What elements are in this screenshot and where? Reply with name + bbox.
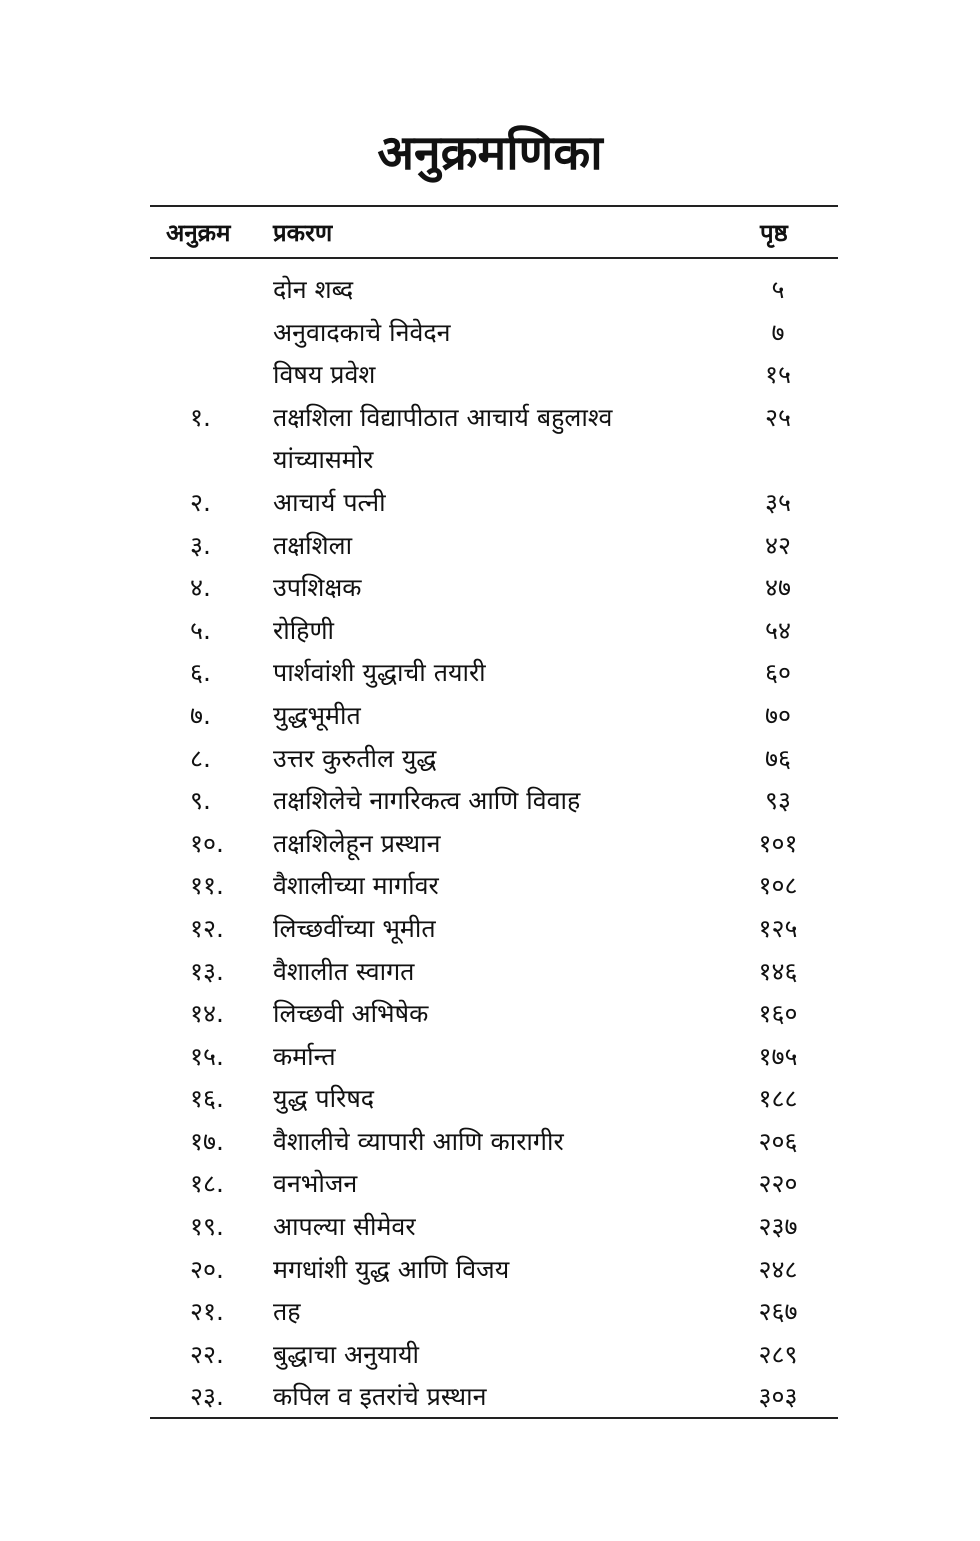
- header-bottom-rule: [150, 257, 838, 259]
- toc-page: ७०: [764, 700, 791, 730]
- toc-row: [150, 821, 838, 864]
- toc-number: ८.: [190, 743, 211, 773]
- table-bottom-rule: [150, 1417, 838, 1419]
- toc-chapter: आपल्या सीमेवर: [273, 1212, 416, 1242]
- toc-row: [150, 1161, 838, 1204]
- toc-row: [150, 863, 838, 906]
- toc-chapter: वैशालीचे व्यापारी आणि कारागीर: [273, 1126, 564, 1156]
- toc-page: २५: [764, 402, 791, 432]
- header-chapter: प्रकरण: [273, 219, 333, 247]
- toc-chapter: उत्तर कुरुतील युद्ध: [273, 743, 437, 773]
- toc-row: [150, 949, 838, 992]
- toc-page: २०६: [758, 1126, 798, 1156]
- toc-number: २.: [190, 487, 211, 517]
- toc-chapter: तह: [273, 1297, 301, 1327]
- toc-chapter: युद्धभूमीत: [273, 700, 361, 730]
- toc-chapter: उपशिक्षक: [273, 573, 362, 603]
- toc-number: १३.: [190, 956, 224, 986]
- toc-page: १८८: [758, 1084, 798, 1114]
- toc-chapter: पार्शवांशी युद्धाची तयारी: [273, 658, 486, 688]
- toc-chapter: अनुवादकाचे निवेदन: [273, 317, 451, 347]
- toc-chapter: लिच्छवी अभिषेक: [273, 999, 429, 1029]
- toc-page: १४६: [758, 956, 798, 986]
- toc-chapter: विषय प्रवेश: [273, 360, 376, 390]
- toc-page: ५: [771, 275, 785, 304]
- toc-row: [150, 991, 838, 1034]
- toc-page: २८९: [758, 1339, 798, 1369]
- toc-row: [150, 267, 838, 310]
- toc-chapter: वैशालीत स्वागत: [273, 956, 415, 986]
- toc-number: ३.: [190, 530, 211, 560]
- toc-number: ५.: [190, 615, 211, 645]
- header-page: पृष्ठ: [760, 219, 788, 247]
- toc-page: १७५: [758, 1041, 798, 1071]
- toc-page: २४८: [758, 1254, 798, 1284]
- toc-row: [150, 352, 838, 395]
- toc-chapter: तक्षशिलेहून प्रस्थान: [273, 828, 441, 858]
- toc-chapter: तक्षशिलेचे नागरिकत्व आणि विवाह: [273, 786, 581, 816]
- toc-number: १०.: [190, 828, 224, 858]
- toc-chapter: तक्षशिला: [273, 530, 353, 560]
- toc-list: [150, 267, 838, 1417]
- toc-page: १२५: [758, 913, 798, 943]
- toc-page: ९३: [764, 786, 791, 816]
- toc-number: ११.: [190, 871, 224, 901]
- toc-number: १२.: [190, 913, 224, 943]
- toc-number: ४.: [190, 573, 211, 603]
- toc-number: ७.: [190, 700, 211, 730]
- toc-number: २१.: [190, 1297, 224, 1327]
- toc-chapter: रोहिणी: [273, 615, 335, 645]
- toc-row: [150, 310, 838, 353]
- toc-chapter: कर्मान्त: [273, 1041, 336, 1071]
- toc-chapter: कपिल व इतरांचे प्रस्थान: [273, 1382, 487, 1412]
- header-top-rule: [150, 205, 838, 207]
- toc-number: १.: [190, 402, 211, 432]
- toc-row: [150, 906, 838, 949]
- toc-row: [150, 480, 838, 523]
- toc-page: २२०: [758, 1169, 798, 1199]
- toc-row: [150, 1332, 838, 1375]
- toc-row: [150, 1247, 838, 1290]
- header-number: अनुक्रम: [166, 219, 231, 247]
- toc-row: [150, 608, 838, 651]
- toc-page: १५: [764, 360, 791, 390]
- toc-page: १०१: [758, 828, 798, 858]
- toc-chapter: वनभोजन: [273, 1169, 358, 1199]
- toc-row: [150, 1076, 838, 1119]
- toc-chapter: आचार्य पत्नी: [273, 487, 386, 517]
- toc-row: [150, 1119, 838, 1162]
- toc-page: ३५: [764, 487, 791, 517]
- toc-page: ४७: [764, 573, 791, 603]
- toc-page: २३७: [758, 1212, 798, 1242]
- toc-row: [150, 565, 838, 608]
- toc-page: २६७: [758, 1297, 798, 1327]
- toc-page: ७६: [764, 743, 791, 773]
- toc-row: [150, 650, 838, 693]
- toc-page: ४२: [764, 530, 791, 560]
- toc-row: [150, 1374, 838, 1417]
- toc-row: [150, 1289, 838, 1332]
- toc-row: [150, 395, 838, 480]
- toc-chapter: दोन शब्द: [273, 275, 354, 304]
- toc-row: [150, 693, 838, 736]
- toc-number: २२.: [190, 1339, 224, 1369]
- toc-chapter: तक्षशिला विद्यापीठात आचार्य बहुलाश्व यांच्यासमोर: [273, 402, 613, 475]
- toc-number: १७.: [190, 1126, 224, 1156]
- toc-row: [150, 1204, 838, 1247]
- toc-chapter: लिच्छवींच्या भूमीत: [273, 913, 436, 943]
- toc-row: [150, 778, 838, 821]
- toc-number: १९.: [190, 1212, 224, 1242]
- toc-number: ९.: [190, 786, 211, 816]
- toc-number: २०.: [190, 1254, 224, 1284]
- toc-chapter: युद्ध परिषद: [273, 1084, 375, 1114]
- toc-page: ३०३: [758, 1382, 798, 1412]
- toc-row: [150, 523, 838, 566]
- toc-number: ६.: [190, 658, 211, 688]
- toc-page: ५४: [764, 615, 791, 645]
- toc-page: १०८: [758, 871, 798, 901]
- table-header: [150, 208, 838, 256]
- toc-row: [150, 736, 838, 779]
- toc-number: १५.: [190, 1041, 224, 1071]
- toc-page: ७: [771, 317, 785, 347]
- toc-number: १६.: [190, 1084, 224, 1114]
- toc-number: १८.: [190, 1169, 224, 1199]
- page-title: अनुक्रमणिका: [377, 125, 603, 181]
- toc-chapter: बुद्धाचा अनुयायी: [273, 1339, 419, 1369]
- toc-page: ६०: [764, 658, 791, 688]
- toc-chapter: मगधांशी युद्ध आणि विजय: [273, 1254, 510, 1284]
- toc-row: [150, 1034, 838, 1077]
- toc-page: १६०: [758, 999, 798, 1029]
- toc-number: २३.: [190, 1382, 224, 1412]
- toc-number: १४.: [190, 999, 224, 1029]
- toc-chapter: वैशालीच्या मार्गावर: [273, 871, 439, 901]
